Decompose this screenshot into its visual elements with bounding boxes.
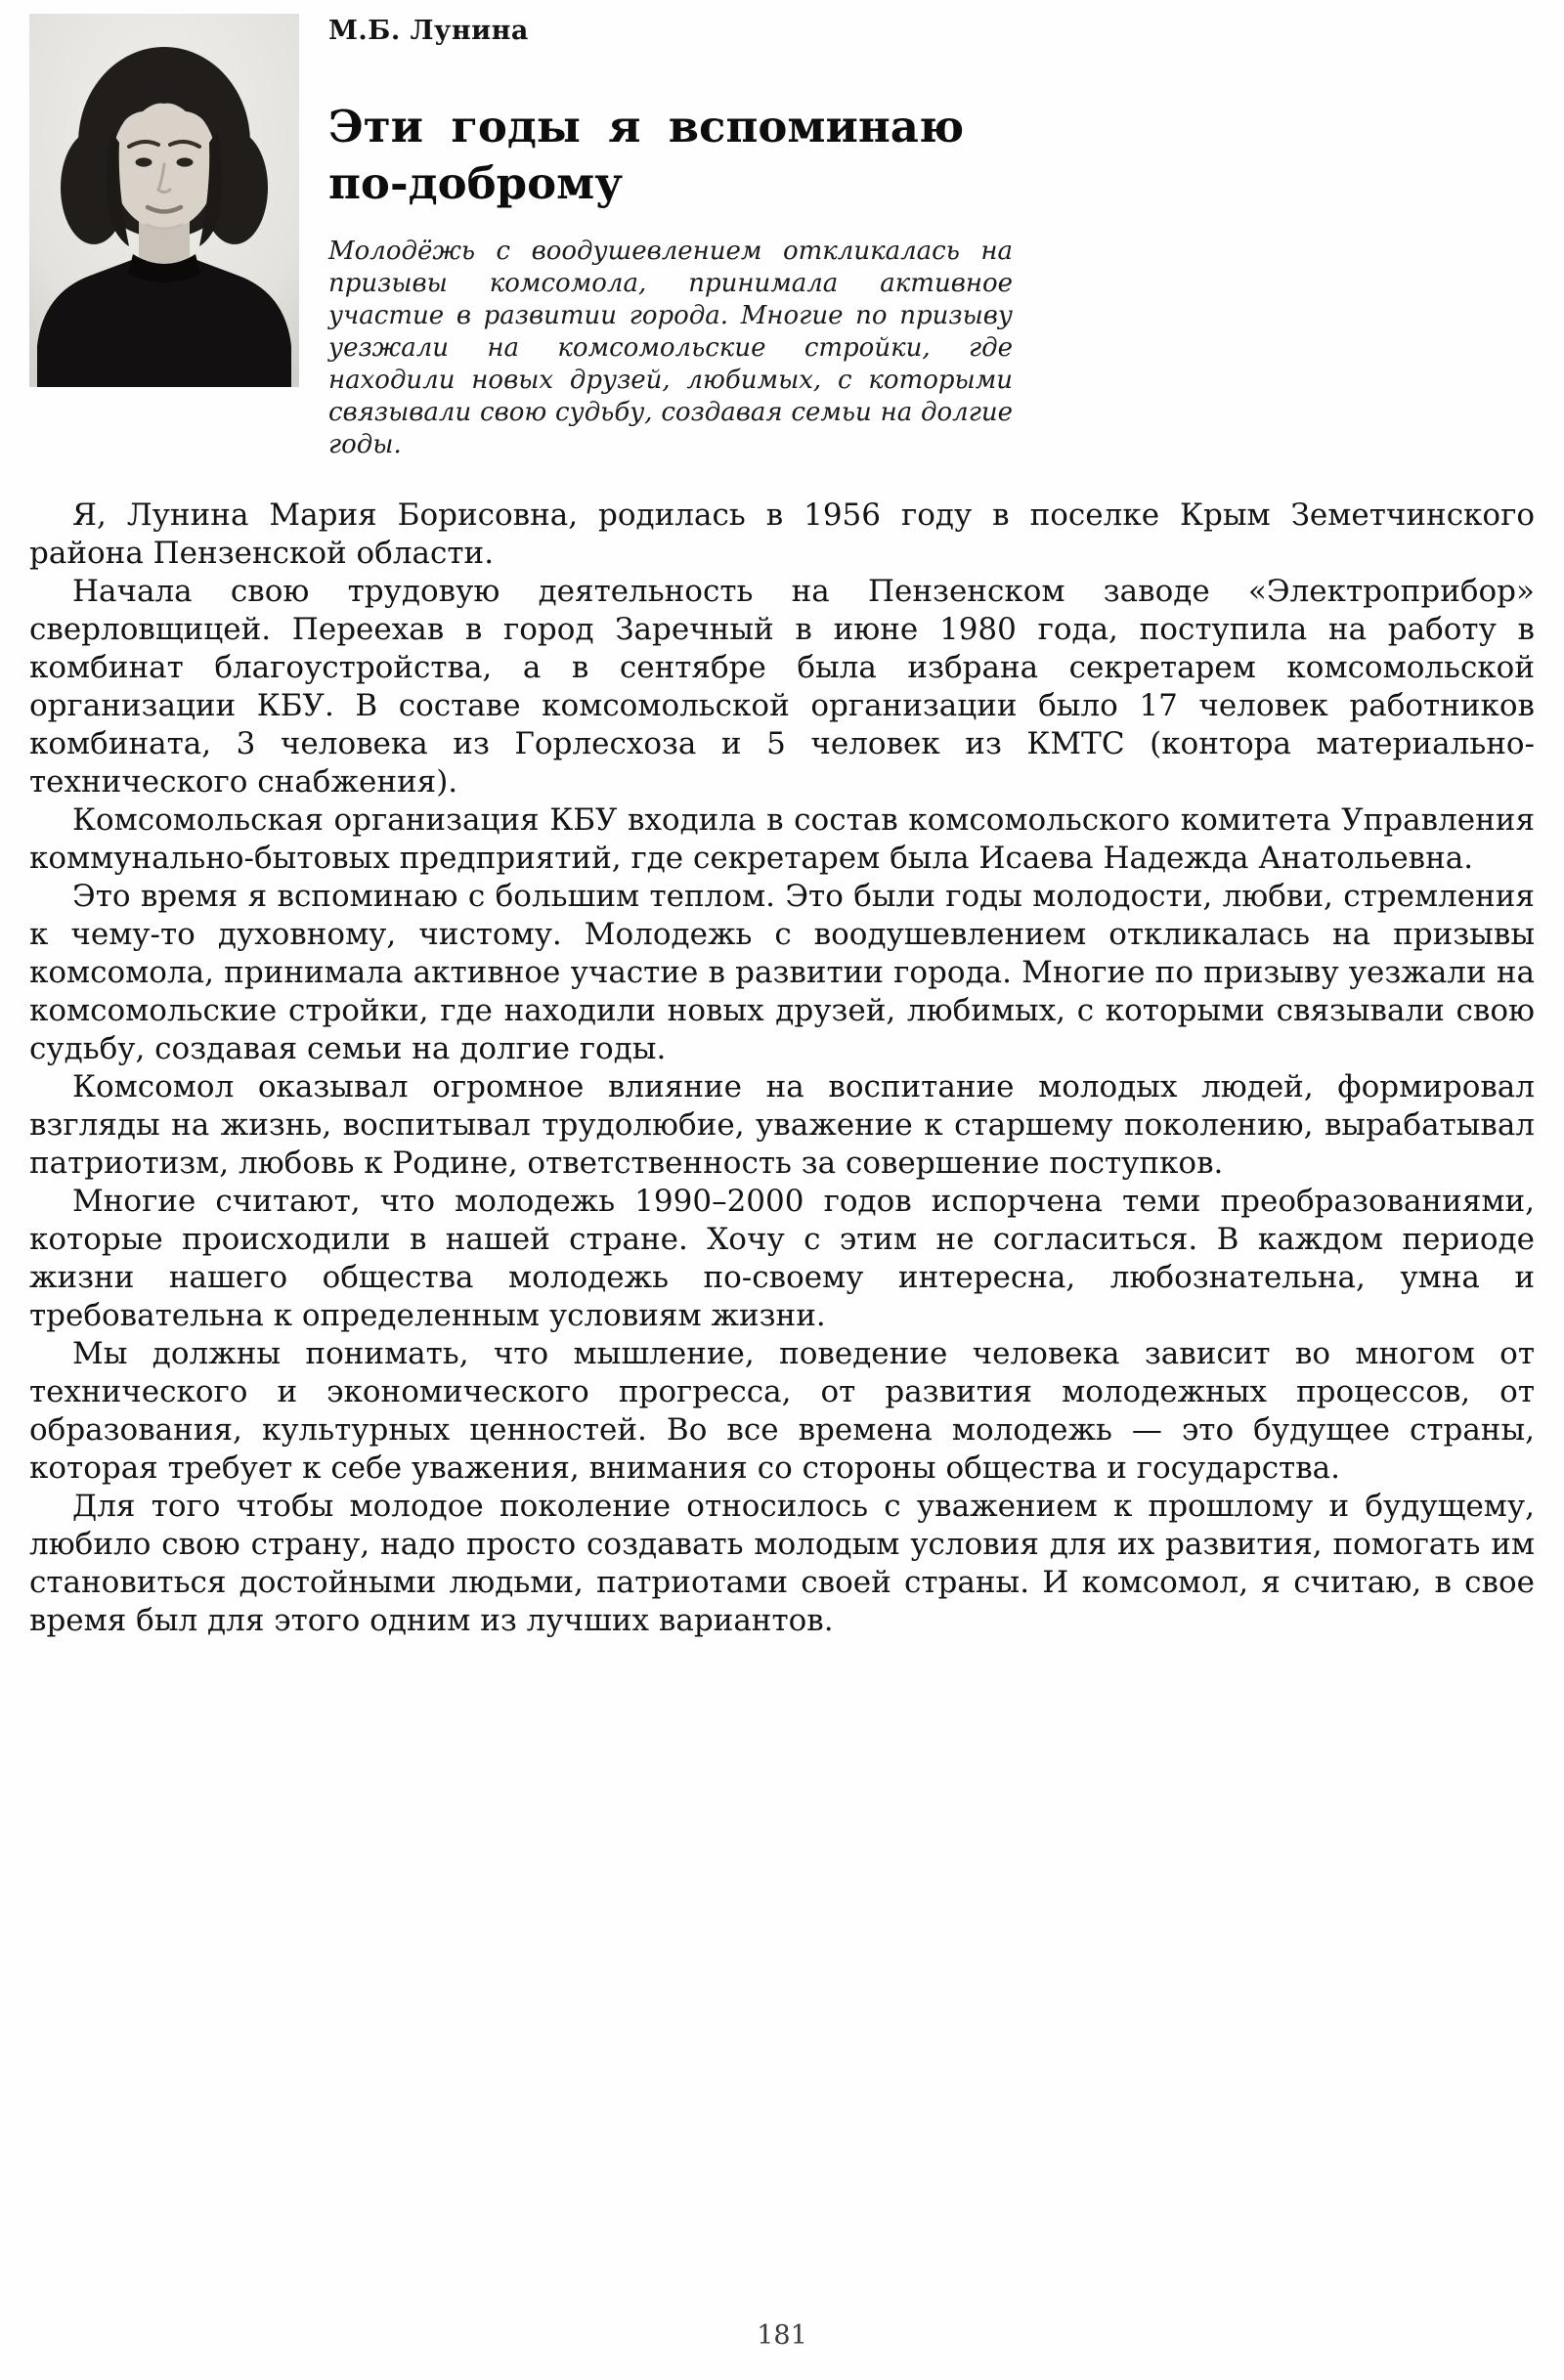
- body-paragraph-6: Многие считают, что молодежь 1990–2000 годов испорчена теми преобразованиями, которые происходили в нашей стране. Хочу с этим не согласиться. В каждом периоде жизни нашего общества молодежь по-своему интересна, любознательна, умна и требовательна к определенным условиям жизни.: [29, 1184, 1535, 1333]
- article-title: [328, 99, 1013, 212]
- body-paragraph-7: Мы должны понимать, что мышление, поведение человека зависит во многом от технического и экономического прогресса, от развития молодежных процессов, от образования, культурных ценностей. Во все времена молодежь — это будущее страны, которая требует к себе уважения, внимания со стороны общества и государства.: [29, 1336, 1535, 1486]
- body-paragraph-3: Комсомольская организация КБУ входила в состав комсомольского комитета Управления коммунально-бытовых предприятий, где секретарем была Исаева Надежда Анатольевна.: [29, 802, 1535, 876]
- portrait-illustration: [29, 14, 299, 387]
- body-paragraph-5: Комсомол оказывал огромное влияние на воспитание молодых людей, формировал взгляды на жизнь, воспитывал трудолюбие, уважение к старшему поколению, вырабатывал патриотизм, любовь к Родине, ответственность за совершение поступков.: [29, 1069, 1535, 1181]
- article-body: [29, 497, 1535, 1640]
- body-paragraph-1: Я, Лунина Мария Борисовна, родилась в 1956 году в поселке Крым Земетчинского района Пензенской области.: [29, 498, 1535, 571]
- body-paragraph-8: Для того чтобы молодое поколение относилось с уважением к прошлому и будущему, любило свою страну, надо просто создавать молодым условия для их развития, помогать им становиться достойными людьми, патриотами своей страны. И комсомол, я считаю, в свое время был для этого одним из лучших вариантов.: [29, 1489, 1535, 1638]
- lead-paragraph: Молодёжь с воодушевлением откликалась на призывы комсомола, принимала активное участие в развитии города. Многие по призыву уезжали на комсомольские стройки, где находили новых друзей, любимых, с которыми связывали свою судьбу, создавая семьи на долгие годы.: [328, 237, 1013, 459]
- body-paragraph-4: Это время я вспоминаю с большим теплом. Это были годы молодости, любви, стремления к чему-то духовному, чистому. Молодежь с воодушевлением откликалась на призывы комсомола, принимала активное участие в развитии города. Многие по призыву уезжали на комсомольские стройки, где находили новых друзей, любимых, с которыми связывали свою судьбу, создавая семьи на долгие годы.: [29, 879, 1535, 1066]
- article-title-line-2: по-доброму: [328, 157, 624, 209]
- portrait-photo: [29, 14, 299, 387]
- header-text-column: [328, 12, 1013, 461]
- body-paragraph-2: Начала свою трудовую деятельность на Пензенском заводе «Электроприбор» сверловщицей. Переехав в город Заречный в июне 1980 года, поступила на работу в комбинат благоустройства, а в сентябре была избрана секретарем комсомольской организации КБУ. В составе комсомольской организации было 17 человек работников комбината, 3 человека из Горлесхоза и 5 человек из КМТС (контора материально-технического снабжения).: [29, 574, 1535, 800]
- page-number: 181: [757, 2320, 807, 2351]
- author-name: М.Б. Лунина: [328, 16, 529, 46]
- page-header: [29, 12, 1535, 461]
- article-title-line-1: Эти годы я вспоминаю: [328, 101, 965, 152]
